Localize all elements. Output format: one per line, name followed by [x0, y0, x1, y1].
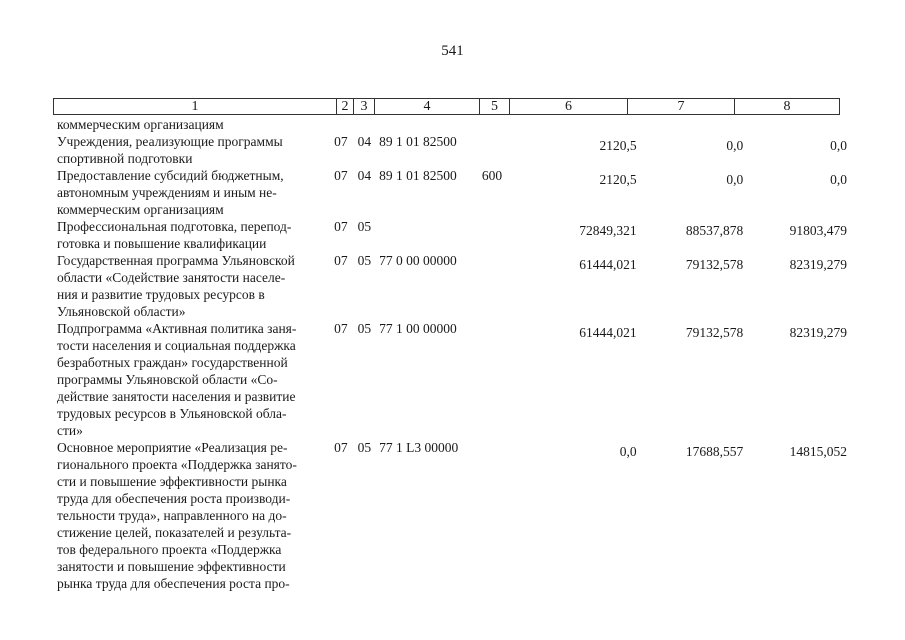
row-name-line: Государственная программа Ульяновской — [57, 253, 295, 268]
amount-col-8: 91803,479 — [789, 223, 847, 238]
row-name-line: готовка и повышение квалификации — [57, 236, 267, 251]
amount-col-8: 82319,279 — [789, 257, 847, 272]
row-name-line: тов федерального проекта «Поддержка — [57, 542, 282, 557]
header-col-6: 6 — [510, 99, 628, 114]
target-article-code — [379, 116, 482, 133]
row-name-line: труда для обеспечения роста производи- — [57, 491, 291, 506]
table-header — [53, 98, 840, 115]
amount-col-7: 0,0 — [726, 138, 744, 153]
target-article-code — [379, 218, 482, 252]
row-name-line: безработных граждан» государственной — [57, 355, 288, 370]
subsection-code: 04 — [357, 168, 372, 183]
target-article-code: 77 0 00 00000 — [379, 253, 457, 268]
amount-col-6: 72849,321 — [579, 223, 637, 238]
table-row — [57, 218, 847, 252]
row-name-line: рынка труда для обеспечения роста про- — [57, 576, 290, 591]
table-body — [57, 116, 847, 592]
header-col-4: 4 — [375, 99, 480, 114]
row-name-line: тости населения и социальная поддержка — [57, 338, 296, 353]
amount-col-7: 0,0 — [726, 172, 744, 187]
row-name-line: Предоставление субсидий бюджетным, — [57, 168, 284, 183]
amount-col-7: 79132,578 — [685, 257, 744, 272]
table-row — [57, 167, 847, 218]
subsection-code: 05 — [357, 253, 372, 268]
header-col-5: 5 — [480, 99, 510, 114]
header-col-8: 8 — [783, 99, 791, 114]
amount-col-6: 61444,021 — [579, 325, 637, 340]
row-name — [57, 252, 327, 320]
table-row — [57, 133, 847, 167]
amount-col-8: 82319,279 — [789, 325, 847, 340]
amount-col-6: 2120,5 — [599, 172, 637, 187]
row-name — [57, 218, 327, 252]
table-row — [57, 116, 847, 133]
row-name-line: занятости и повышение эффективности — [57, 559, 286, 574]
row-name — [57, 133, 327, 167]
header-col-7: 7 — [628, 99, 735, 114]
table-row — [57, 439, 847, 592]
target-article-code: 89 1 01 82500 — [379, 134, 457, 149]
amount-col-6: 0,0 — [619, 444, 637, 459]
table-row — [57, 320, 847, 439]
target-article-code: 77 1 L3 00000 — [379, 440, 459, 455]
header-col-1: 1 — [54, 99, 337, 114]
row-name-line: гионального проекта «Поддержка занято- — [57, 457, 297, 472]
row-name-line: сти» — [57, 423, 83, 438]
row-name-line: программы Ульяновской области «Со- — [57, 372, 278, 387]
row-name-line: Основное мероприятие «Реализация ре- — [57, 440, 288, 455]
expense-type-code — [482, 218, 511, 252]
amount-col-8: 0,0 — [830, 138, 847, 153]
row-name-line: коммерческим организациям — [57, 117, 224, 132]
row-name — [57, 439, 327, 592]
amount-col-8 — [743, 116, 847, 133]
row-name-line: области «Содействие занятости населе- — [57, 270, 286, 285]
amount-col-6: 2120,5 — [599, 138, 637, 153]
subsection-code: 05 — [357, 440, 372, 455]
subsection-code — [358, 116, 380, 133]
row-name-line: ния и развитие трудовых ресурсов в — [57, 287, 265, 302]
amount-col-7: 79132,578 — [685, 325, 744, 340]
row-name-line: Учреждения, реализующие программы — [57, 134, 283, 149]
expense-type-code — [482, 320, 511, 439]
row-name-line: коммерческим организациям — [57, 202, 224, 217]
row-name-line: Профессиональная подготовка, перепод- — [57, 219, 292, 234]
amount-col-8: 0,0 — [830, 172, 847, 187]
section-code: 07 — [334, 219, 348, 234]
expense-type-code — [482, 252, 511, 320]
row-name-line: сти и повышение эффективности рынка — [57, 474, 287, 489]
row-name — [57, 320, 327, 439]
amount-col-7: 88537,878 — [685, 223, 744, 238]
row-name-line: трудовых ресурсов в Ульяновской обла- — [57, 406, 287, 421]
section-code: 07 — [334, 168, 348, 183]
target-article-code: 77 1 00 00000 — [379, 321, 457, 336]
header-col-3: 3 — [354, 99, 375, 114]
table-row — [57, 252, 847, 320]
target-article-code: 89 1 01 82500 — [379, 168, 457, 183]
expense-type-code — [482, 116, 511, 133]
row-name-line: Подпрограмма «Активная политика заня- — [57, 321, 297, 336]
header-col-2: 2 — [337, 99, 354, 114]
subsection-code: 05 — [357, 219, 372, 234]
row-name-line: действие занятости населения и развитие — [57, 389, 296, 404]
subsection-code: 05 — [357, 321, 372, 336]
row-name-line: автономным учреждениям и иным не- — [57, 185, 277, 200]
amount-col-7 — [637, 116, 744, 133]
section-code: 07 — [334, 134, 348, 149]
amount-col-8: 14815,052 — [789, 444, 847, 459]
expense-type-code — [482, 133, 511, 167]
section-code: 07 — [334, 440, 348, 455]
page-number: 541 — [441, 43, 464, 59]
amount-col-6 — [511, 116, 636, 133]
subsection-code: 04 — [357, 134, 372, 149]
amount-col-7: 17688,557 — [685, 444, 744, 459]
amount-col-6: 61444,021 — [579, 257, 637, 272]
section-code: 07 — [334, 253, 348, 268]
section-code — [327, 116, 357, 133]
row-name-line: стижение целей, показателей и результа- — [57, 525, 292, 540]
row-name — [57, 167, 327, 218]
section-code: 07 — [334, 321, 348, 336]
expense-type-code — [482, 439, 511, 592]
expense-type-code: 600 — [481, 168, 503, 183]
row-name — [57, 116, 327, 133]
row-name-line: тельности труда», направленного на до- — [57, 508, 287, 523]
row-name-line: спортивной подготовки — [57, 151, 193, 166]
row-name-line: Ульяновской области» — [57, 304, 186, 319]
